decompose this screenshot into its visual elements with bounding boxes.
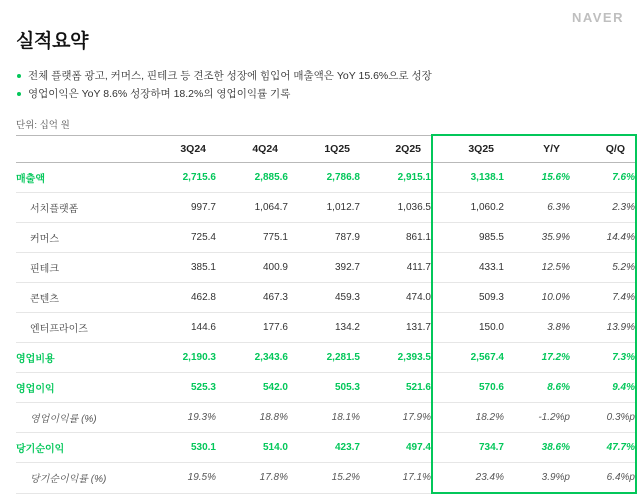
naver-logo: NAVER [571,10,624,25]
cell-2q25: 861.1 [360,223,432,253]
cell-1q25: 423.7 [288,433,360,463]
cell-3q25: 985.5 [432,223,504,253]
cell-qq: 2.3% [570,193,636,223]
cell-2q25: 17.1% [360,463,432,494]
cell-2q25: 1,036.5 [360,193,432,223]
cell-3q25: 433.1 [432,253,504,283]
cell-yy: 35.9% [504,223,570,253]
financial-summary-table [16,134,637,494]
cell-3q25: 509.3 [432,283,504,313]
cell-qq: 7.4% [570,283,636,313]
cell-3q25: 734.7 [432,433,504,463]
row-label: 핀테크 [16,253,144,283]
cell-3q24: 19.3% [144,403,216,433]
table-row [16,313,636,343]
cell-2q25: 411.7 [360,253,432,283]
cell-yy: 12.5% [504,253,570,283]
cell-1q25: 787.9 [288,223,360,253]
cell-1q25: 134.2 [288,313,360,343]
table-row [16,283,636,313]
col-header-qq: Q/Q [570,135,636,163]
col-header-3q25: 3Q25 [432,135,504,163]
cell-qq: 47.7% [570,433,636,463]
cell-3q25: 2,567.4 [432,343,504,373]
row-label: 엔터프라이즈 [16,313,144,343]
cell-3q24: 525.3 [144,373,216,403]
cell-3q24: 997.7 [144,193,216,223]
cell-3q24: 725.4 [144,223,216,253]
cell-yy: 6.3% [504,193,570,223]
cell-1q25: 459.3 [288,283,360,313]
cell-1q25: 15.2% [288,463,360,494]
cell-1q25: 2,786.8 [288,163,360,193]
cell-3q24: 2,715.6 [144,163,216,193]
cell-4q24: 2,885.6 [216,163,288,193]
cell-4q24: 2,343.6 [216,343,288,373]
col-header-label [16,135,144,163]
bullet-dot-icon [17,74,21,78]
cell-1q25: 2,281.5 [288,343,360,373]
bullet-dot-icon [17,92,21,96]
cell-1q25: 1,012.7 [288,193,360,223]
cell-3q25: 570.6 [432,373,504,403]
cell-2q25: 131.7 [360,313,432,343]
cell-yy: 10.0% [504,283,570,313]
cell-3q24: 462.8 [144,283,216,313]
col-header-1q25: 1Q25 [288,135,360,163]
cell-3q25: 150.0 [432,313,504,343]
cell-3q25: 23.4% [432,463,504,494]
cell-1q25: 505.3 [288,373,360,403]
unit-note: 단위: 십억 원 [16,120,70,131]
row-label: 매출액 [16,163,144,193]
cell-2q25: 2,393.5 [360,343,432,373]
cell-3q24: 530.1 [144,433,216,463]
table-row [16,463,636,494]
cell-3q24: 2,190.3 [144,343,216,373]
cell-2q25: 474.0 [360,283,432,313]
cell-4q24: 400.9 [216,253,288,283]
cell-4q24: 775.1 [216,223,288,253]
col-header-4q24: 4Q24 [216,135,288,163]
cell-qq: 5.2% [570,253,636,283]
cell-qq: 6.4%p [570,463,636,494]
row-label: 당기순이익 [16,433,144,463]
row-label: 당기순이익률 (%) [16,463,144,494]
table-row [16,343,636,373]
cell-3q24: 19.5% [144,463,216,494]
table-row [16,433,636,463]
cell-4q24: 514.0 [216,433,288,463]
col-header-3q24: 3Q24 [144,135,216,163]
cell-2q25: 521.6 [360,373,432,403]
cell-qq: 7.6% [570,163,636,193]
cell-4q24: 1,064.7 [216,193,288,223]
row-label: 서치플랫폼 [16,193,144,223]
cell-1q25: 18.1% [288,403,360,433]
cell-3q25: 3,138.1 [432,163,504,193]
cell-4q24: 17.8% [216,463,288,494]
row-label: 영업이익 [16,373,144,403]
cell-yy: 38.6% [504,433,570,463]
summary-bullet-list [16,67,624,103]
row-label: 영업비용 [16,343,144,373]
cell-qq: 14.4% [570,223,636,253]
cell-4q24: 18.8% [216,403,288,433]
cell-yy: 3.8% [504,313,570,343]
cell-yy: 3.9%p [504,463,570,494]
row-label: 영업이익률 (%) [16,403,144,433]
cell-yy: 17.2% [504,343,570,373]
cell-3q25: 1,060.2 [432,193,504,223]
row-label: 커머스 [16,223,144,253]
cell-yy: 15.6% [504,163,570,193]
list-item [16,67,624,85]
table-row [16,163,636,193]
cell-3q24: 144.6 [144,313,216,343]
table-body [16,163,636,494]
table-row [16,403,636,433]
row-label: 콘텐츠 [16,283,144,313]
table-row [16,253,636,283]
table-row [16,193,636,223]
cell-3q24: 385.1 [144,253,216,283]
list-item [16,85,624,103]
table-row [16,223,636,253]
cell-1q25: 392.7 [288,253,360,283]
cell-2q25: 17.9% [360,403,432,433]
cell-4q24: 177.6 [216,313,288,343]
page-title: 실적요약 [16,31,89,52]
cell-yy: -1.2%p [504,403,570,433]
bullet-text: 영업이익은 YoY 8.6% 성장하며 18.2%의 영업이익률 기록 [28,88,291,100]
cell-3q25: 18.2% [432,403,504,433]
cell-yy: 8.6% [504,373,570,403]
table-header-row [16,135,636,163]
col-header-2q25: 2Q25 [360,135,432,163]
cell-qq: 0.3%p [570,403,636,433]
cell-4q24: 542.0 [216,373,288,403]
cell-qq: 7.3% [570,343,636,373]
cell-qq: 13.9% [570,313,636,343]
cell-2q25: 497.4 [360,433,432,463]
table-row [16,373,636,403]
cell-4q24: 467.3 [216,283,288,313]
cell-qq: 9.4% [570,373,636,403]
cell-2q25: 2,915.1 [360,163,432,193]
bullet-text: 전체 플랫폼 광고, 커머스, 핀테크 등 견조한 성장에 힘입어 매출액은 YoY 15.6%으로 성장 [28,70,432,82]
col-header-yy: Y/Y [504,135,570,163]
